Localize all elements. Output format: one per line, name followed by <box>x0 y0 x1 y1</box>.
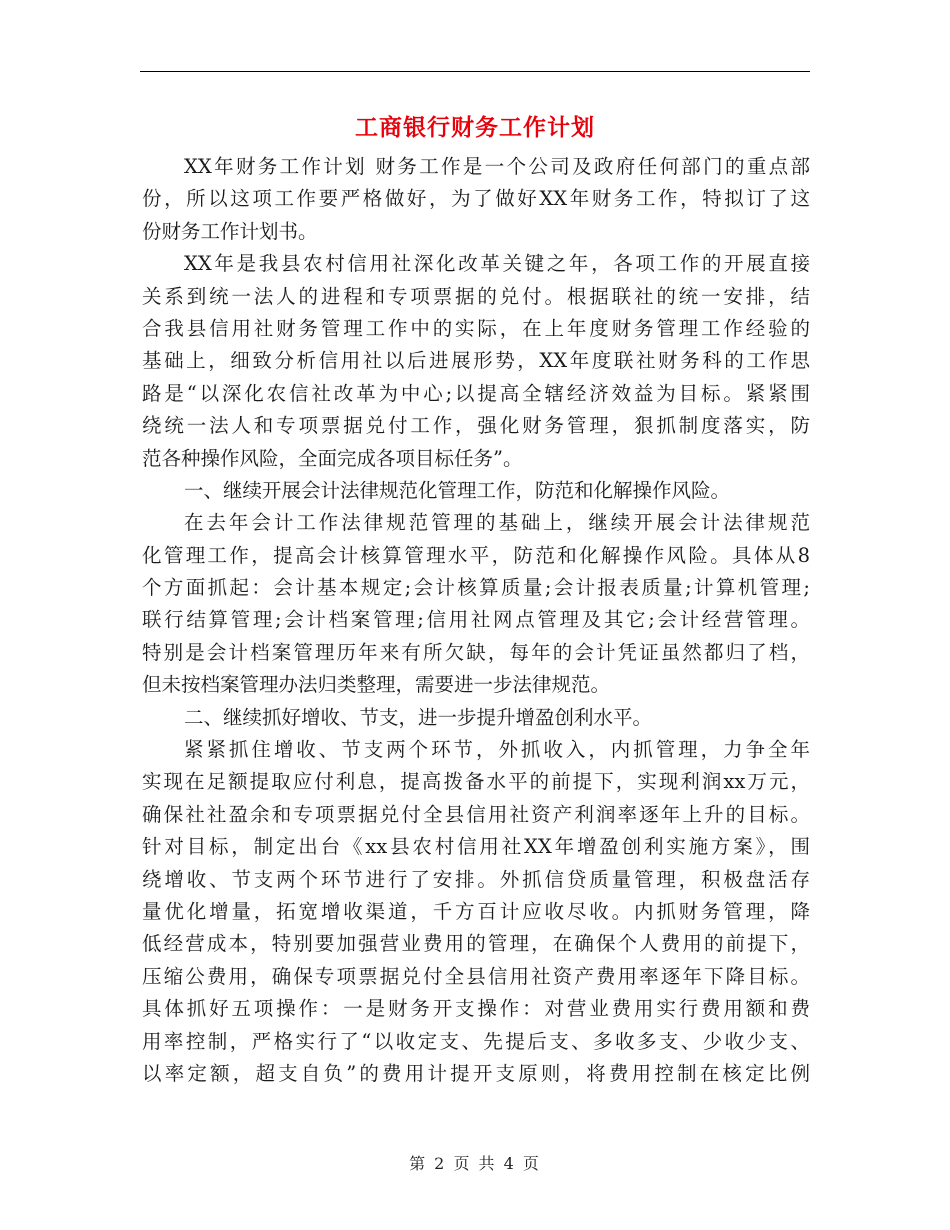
document-title: 工商银行财务工作计划 <box>355 114 595 141</box>
paragraph-line: XX年财务工作计划 财务工作是一个公司及政府任何部门的重点部 <box>184 155 810 178</box>
paragraph-line: 化管理工作，提高会计核算管理水平，防范和化解操作风险。具体从8 <box>142 543 810 567</box>
paragraph-line: XX年是我县农村信用社深化改革关键之年，各项工作的开展直接 <box>184 252 810 276</box>
paragraph-line: 具体抓好五项操作：一是财务开支操作：对营业费用实行费用额和费 <box>142 997 810 1021</box>
paragraph-line: 压缩公费用，确保专项票据兑付全县信用社资产费用率逐年下降目标。 <box>142 964 810 988</box>
section-heading: 二、继续抓好增收、节支，进一步提升增盈创利水平。 <box>184 705 653 729</box>
paragraph-line: 合我县信用社财务管理工作中的实际，在上年度财务管理工作经验的 <box>142 316 810 340</box>
paragraph-line: 绕统一法人和专项票据兑付工作，强化财务管理，狠抓制度落实，防 <box>142 414 810 438</box>
paragraph-line: 绕增收、节支两个环节进行了安排。外抓信贷质量管理，积极盘活存 <box>142 867 810 891</box>
paragraph-line: 低经营成本，特别要加强营业费用的管理，在确保个人费用的前提下， <box>142 932 810 956</box>
paragraph-line: 在去年会计工作法律规范管理的基础上，继续开展会计法律规范 <box>184 511 810 535</box>
paragraph-line: 特别是会计档案管理历年来有所欠缺，每年的会计凭证虽然都归了档， <box>142 640 810 664</box>
document-body <box>142 151 810 1090</box>
page-number-footer: 第 2 页 共 4 页 <box>409 1154 541 1173</box>
paragraph-line: 实现在足额提取应付利息，提高拨备水平的前提下，实现利润xx万元， <box>142 770 810 794</box>
paragraph-line: 以率定额，超支自负”的费用计提开支原则，将费用控制在核定比例 <box>142 1061 810 1085</box>
paragraph-line: 但未按档案管理办法归类整理，需要进一步法律规范。 <box>142 673 611 697</box>
paragraph-line: 确保社社盈余和专项票据兑付全县信用社资产利润率逐年上升的目标。 <box>142 802 810 826</box>
paragraph-line: 基础上，细致分析信用社以后进展形势，XX年度联社财务科的工作思 <box>142 349 810 373</box>
paragraph-line: 联行结算管理;会计档案管理;信用社网点管理及其它;会计经营管理。 <box>142 608 810 632</box>
paragraph-line: 关系到统一法人的进程和专项票据的兑付。根据联社的统一安排，结 <box>142 284 810 308</box>
paragraph-line: 路是“以深化农信社改革为中心;以提高全辖经济效益为目标。紧紧围 <box>142 381 810 405</box>
paragraph-line: 紧紧抓住增收、节支两个环节，外抓收入，内抓管理，力争全年 <box>184 738 810 762</box>
section-heading: 一、继续开展会计法律规范化管理工作，防范和化解操作风险。 <box>184 478 731 502</box>
header-rule <box>140 71 810 72</box>
paragraph-line: 用率控制，严格实行了“以收定支、先提后支、多收多支、少收少支、 <box>142 1029 810 1053</box>
paragraph-line: 范各种操作风险，全面完成各项目标任务”。 <box>142 446 523 470</box>
paragraph-line: 份财务工作计划书。 <box>142 219 318 243</box>
paragraph-line: 量优化增量，拓宽增收渠道，千方百计应收尽收。内抓财务管理，降 <box>142 899 810 923</box>
paragraph-line: 针对目标，制定出台《xx县农村信用社XX年增盈创利实施方案》，围 <box>142 835 810 859</box>
paragraph-line: 个方面抓起：会计基本规定;会计核算质量;会计报表质量;计算机管理; <box>142 576 810 600</box>
paragraph-line: 份，所以这项工作要严格做好，为了做好XX年财务工作，特拟订了这 <box>142 187 810 211</box>
